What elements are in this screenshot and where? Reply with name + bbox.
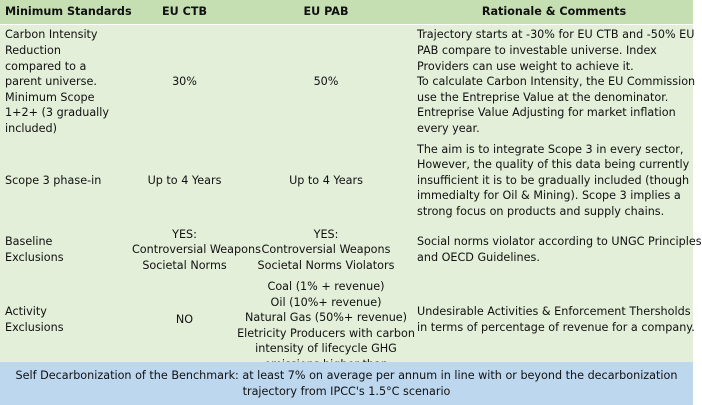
standard-cell xyxy=(0,278,132,362)
rationale-text: every year. xyxy=(417,121,480,135)
rationale-cell xyxy=(415,222,702,278)
rationale-text: However, the quality of this data being currently xyxy=(417,158,690,172)
rationale-cell xyxy=(415,278,693,362)
rationale-text: The aim is to integrate Scope 3 in every sector, xyxy=(417,142,684,156)
pab-value: YES: xyxy=(313,227,339,241)
standard-text: Exclusions xyxy=(5,321,64,334)
ctb-value: NO xyxy=(175,313,194,327)
ctb-value: YES: xyxy=(172,227,197,241)
standard-cell xyxy=(0,139,132,222)
table-header-row xyxy=(0,0,693,25)
standard-text: compared to a xyxy=(5,59,87,73)
pab-value: Societal Norms Violators xyxy=(257,258,395,272)
standard-cell xyxy=(0,25,132,139)
header-rationale-comments: Rationale & Comments xyxy=(481,5,627,19)
standard-text: Scope 3 phase-in xyxy=(5,173,102,187)
header-minimum-standards: Minimum Standards xyxy=(5,5,132,19)
pab-value: Up to 4 Years xyxy=(289,173,363,187)
ctb-value: Controversial Weapons xyxy=(132,243,261,257)
pab-cell xyxy=(237,139,415,222)
standard-text: Reduction xyxy=(5,44,61,58)
table-row xyxy=(0,25,696,139)
table-row xyxy=(0,278,693,362)
pab-value: Natural Gas (50%+ revenue) xyxy=(244,311,408,325)
rationale-cell xyxy=(415,139,693,222)
rationale-text: strong focus on products and supply chains. xyxy=(417,204,665,218)
table-row xyxy=(0,222,702,278)
standard-text: Exclusions xyxy=(5,251,64,264)
header-eu-pab: EU PAB xyxy=(303,5,349,19)
standard-text: included) xyxy=(5,121,57,135)
pab-value: intensity of lifecycle GHG xyxy=(255,342,397,356)
standard-text: Baseline xyxy=(5,235,53,249)
standard-text: Activity xyxy=(5,305,47,319)
pab-cell xyxy=(237,25,415,139)
standard-text: Minimum Scope xyxy=(5,90,95,104)
rationale-text: Providers can use weight to achieve it. xyxy=(417,59,634,73)
table-row xyxy=(0,139,693,222)
standard-text: Carbon Intensity xyxy=(5,28,98,42)
rationale-text: PAB compare to investable universe. Index xyxy=(417,44,657,58)
standard-cell xyxy=(0,222,132,278)
ctb-cell xyxy=(132,278,237,362)
pab-value: 50% xyxy=(313,75,339,89)
pab-value: Coal (1% + revenue) xyxy=(267,280,385,293)
ctb-cell xyxy=(132,222,261,278)
footer-text: trajectory from IPCC's 1.5°C scenario xyxy=(242,384,451,398)
pab-value: Oil (10%+ revenue) xyxy=(270,295,382,309)
rationale-cell xyxy=(415,25,696,139)
rationale-text: immedialty for Oil & Mining). Scope 3 implies a xyxy=(417,189,681,203)
rationale-text: and OECD Guidelines. xyxy=(417,251,540,264)
pab-value: Controversial Weapons xyxy=(261,243,391,257)
header-eu-ctb: EU CTB xyxy=(162,5,207,19)
ctb-value: 30% xyxy=(172,75,197,89)
footer-text: Self Decarbonization of the Benchmark: at least 7% on average per annum in line with or beyond the decarbonization xyxy=(15,368,678,382)
rationale-text: Trajectory starts at -30% for EU CTB and -50% EU xyxy=(417,28,695,42)
ctb-cell xyxy=(132,25,237,139)
ctb-value: Up to 4 Years xyxy=(147,173,222,187)
rationale-text: To calculate Carbon Intensity, the EU Commission xyxy=(417,75,696,89)
rationale-text: Entreprise Value Adjusting for market inflation xyxy=(417,106,676,120)
benchmark-footer-note xyxy=(0,362,693,405)
standard-text: parent universe. xyxy=(5,75,97,89)
standard-text: 1+2+ (3 gradually xyxy=(5,106,110,120)
rationale-text: in terms of percentage of revenue for a company. xyxy=(417,321,695,334)
rationale-text: insufficient it is to be gradually included (though xyxy=(417,173,690,187)
rationale-text: use the Entreprise Value at the denominator. xyxy=(417,90,669,104)
rationale-text: Undesirable Activities & Enforcement Thersholds xyxy=(417,305,691,319)
pab-cell xyxy=(237,222,415,278)
rationale-text: Social norms violator according to UNGC Principles xyxy=(417,235,702,249)
pab-cell xyxy=(237,278,415,362)
pab-value: Eletricity Producers with carbon xyxy=(237,326,415,340)
ctb-value: Societal Norms xyxy=(142,258,227,272)
ctb-cell xyxy=(132,139,237,222)
